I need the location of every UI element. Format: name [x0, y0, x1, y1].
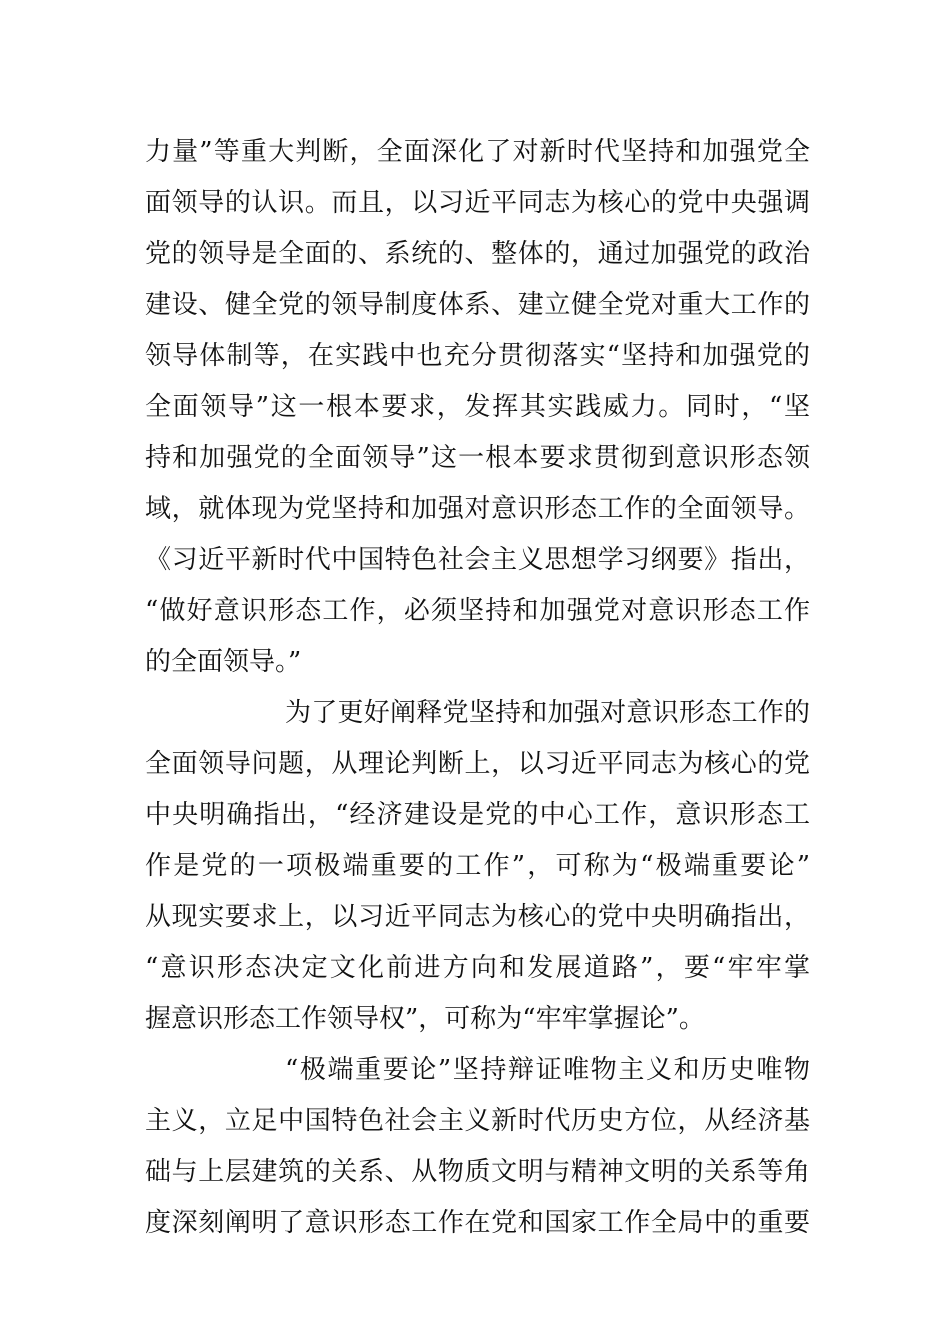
text-line: 的全面领导。” — [145, 647, 302, 677]
text-line: 持和加强党的全面领导”这一根本要求贯彻到意识形态领 — [145, 443, 810, 473]
text-line: “意识形态决定文化前进方向和发展道路”，要“牢牢掌 — [145, 953, 810, 983]
paragraph-1 — [145, 127, 810, 688]
text-line: 域，就体现为党坚持和加强对意识形态工作的全面领导。 — [145, 494, 810, 524]
text-line: 础与上层建筑的关系、从物质文明与精神文明的关系等角 — [145, 1157, 810, 1187]
text-line: 力量”等重大判断，全面深化了对新时代坚持和加强党全 — [145, 137, 810, 167]
text-line: 全面领导”这一根本要求，发挥其实践威力。同时，“坚 — [145, 392, 810, 422]
text-line: 作是党的一项极端重要的工作”，可称为“极端重要论” — [145, 851, 810, 881]
text-line: 面领导的认识。而且，以习近平同志为核心的党中央强调 — [145, 188, 810, 218]
paragraph-3 — [145, 1045, 810, 1249]
text-line: “做好意识形态工作，必须坚持和加强党对意识形态工作 — [145, 596, 810, 626]
text-line: 主义，立足中国特色社会主义新时代历史方位，从经济基 — [145, 1106, 810, 1136]
document-body — [145, 127, 810, 1249]
text-line: 中央明确指出，“经济建设是党的中心工作，意识形态工 — [145, 800, 810, 830]
text-line: 度深刻阐明了意识形态工作在党和国家工作全局中的重要 — [145, 1208, 810, 1238]
text-line: 从现实要求上，以习近平同志为核心的党中央明确指出， — [145, 902, 810, 932]
text-line: “极端重要论”坚持辩证唯物主义和历史唯物 — [285, 1055, 810, 1085]
text-line: 建设、健全党的领导制度体系、建立健全党对重大工作的 — [145, 290, 810, 320]
text-line: 为了更好阐释党坚持和加强对意识形态工作的 — [285, 698, 810, 728]
text-line: 全面领导问题，从理论判断上，以习近平同志为核心的党 — [145, 749, 810, 779]
text-line: 握意识形态工作领导权”，可称为“牢牢掌握论”。 — [145, 1004, 705, 1034]
text-line: 党的领导是全面的、系统的、整体的，通过加强党的政治 — [145, 239, 810, 269]
paragraph-2 — [145, 688, 810, 1045]
text-line: 《习近平新时代中国特色社会主义思想学习纲要》指出， — [145, 545, 810, 575]
text-line: 领导体制等，在实践中也充分贯彻落实“坚持和加强党的 — [145, 341, 810, 371]
